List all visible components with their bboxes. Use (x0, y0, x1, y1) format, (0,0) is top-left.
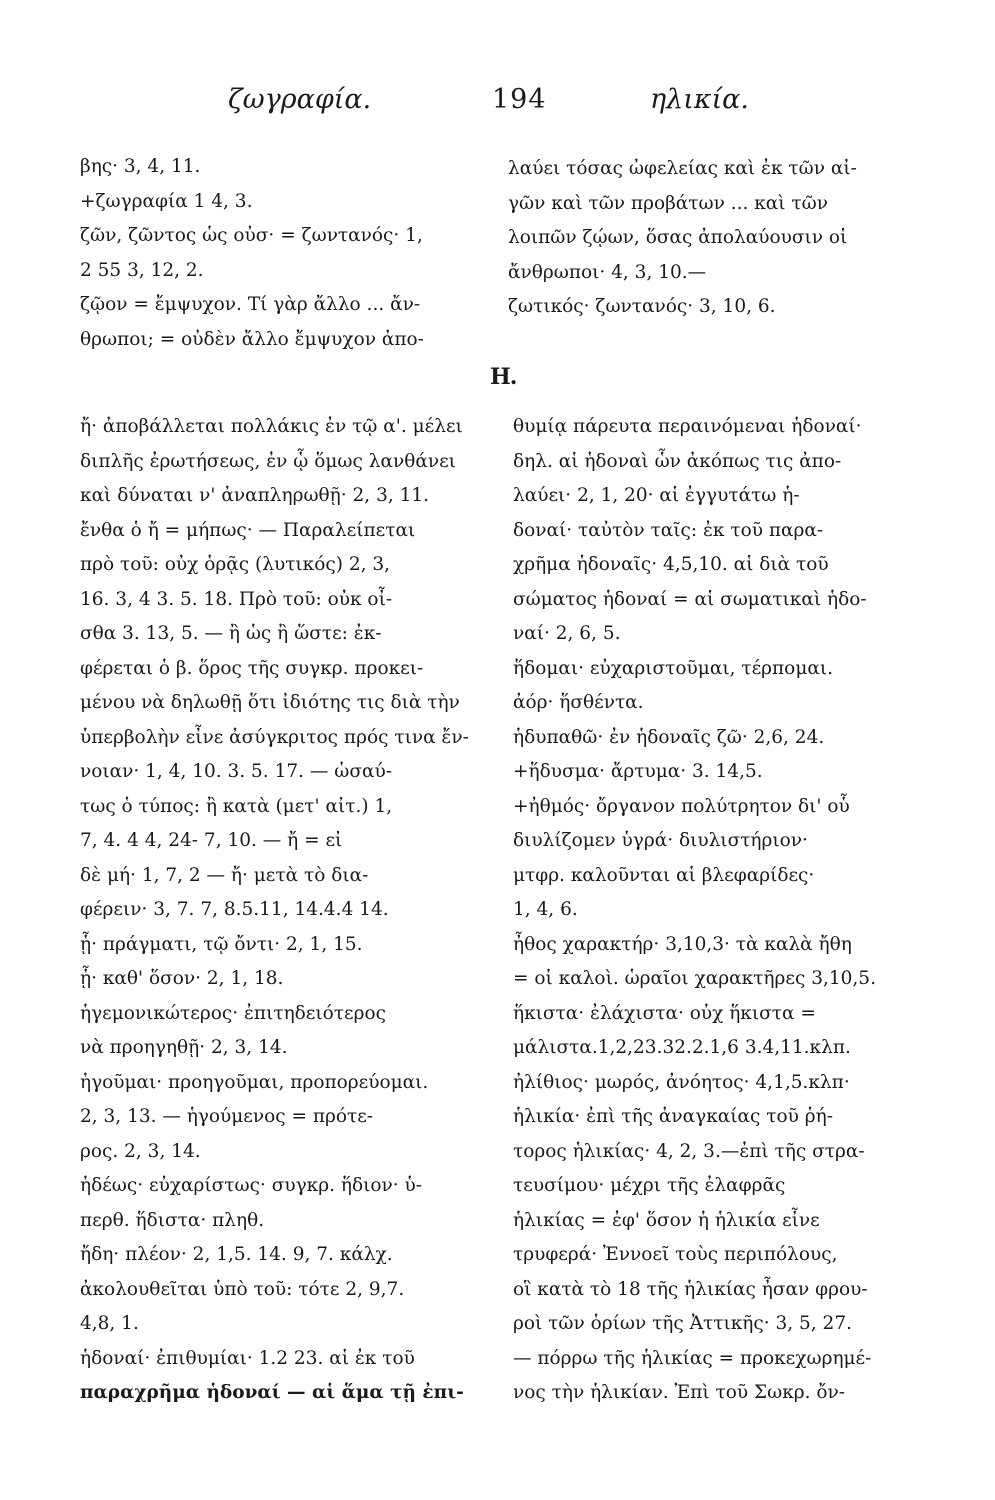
entry-line: πρὸ τοῦ: οὐχ ὁρᾷς (λυτικός) 2, 3, (80, 554, 391, 575)
entry-line: 4,8, 1. (80, 1313, 139, 1334)
entry-line: διπλῆς ἐρωτήσεως, ἐν ᾧ ὅμως λανθάνει (80, 450, 456, 472)
entry-line: βης· 3, 4, 11. (80, 156, 201, 177)
entry-line: νος τὴν ἡλικίαν. Ἐπὶ τοῦ Σωκρ. ὄν- (513, 1382, 846, 1403)
entry-line: τορος ἡλικίας· 4, 2, 3.—ἐπὶ τῆς στρα- (513, 1140, 865, 1162)
entry-line: 7, 4. 4 4, 24- 7, 10. — ἤ = εἰ (80, 830, 343, 851)
entry-line: ζῶν, ζῶντος ὡς οὐσ· = ζωντανός· 1, (80, 225, 423, 246)
entry-line: καὶ δύναται ν' ἀναπληρωθῇ· 2, 3, 11. (80, 485, 430, 506)
bottom-left-column (80, 410, 510, 1411)
entry-line: ἥδομαι· εὐχαριστοῦμαι, τέρπομαι. (513, 657, 833, 679)
entry-line: 1, 4, 6. (513, 899, 578, 920)
entry-line: παραχρῆμα ἡδοναί — αἱ ἅμα τῇ ἐπι- (80, 1382, 464, 1403)
entry-line: δοναί· ταὐτὸν ταῖς: ἐκ τοῦ παρα- (513, 519, 824, 541)
entry-line: νὰ προηγηθῇ· 2, 3, 14. (80, 1037, 288, 1058)
page-number: 194 (492, 84, 547, 115)
entry-line: γῶν καὶ τῶν προβάτων ... καὶ τῶν (508, 192, 828, 214)
entry-line: ζωτικός· ζωντανός· 3, 10, 6. (508, 296, 776, 317)
entry-line: ἡλικίας = ἐφ' ὅσον ἡ ἡλικία εἶνε (513, 1209, 820, 1231)
entry-line: φέρειν· 3, 7. 7, 8.5.11, 14.4.4 14. (80, 899, 389, 920)
entry-line: +ἠθμός· ὄργανον πολύτρητον δι' οὗ (513, 795, 850, 817)
entry-line: ᾗ· πράγματι, τῷ ὄντι· 2, 1, 15. (80, 933, 363, 955)
entry-line: δηλ. αἱ ἡδοναὶ ὧν ἀκόπως τις ἀπο- (513, 450, 842, 472)
section-marker: Η. (490, 364, 517, 390)
entry-line: ἠλίθιος· μωρός, ἀνόητος· 4,1,5.κλπ· (513, 1071, 850, 1093)
entry-line: φέρεται ὁ β. ὅρος τῆς συγκρ. προκει- (80, 657, 424, 679)
entry-line: ἡδυπαθῶ· ἐν ἡδοναῖς ζῶ· 2,6, 24. (513, 726, 825, 748)
entry-line: οἳ κατὰ τὸ 18 τῆς ἡλικίας ἦσαν φρου- (513, 1278, 868, 1300)
entry-line: ἥκιστα· ἐλάχιστα· οὐχ ἥκιστα = (513, 1002, 816, 1024)
entry-line: ἡγοῦμαι· προηγοῦμαι, προπορεύομαι. (80, 1071, 429, 1093)
entry-line: νοιαν· 1, 4, 10. 3. 5. 17. — ὡσαύ- (80, 761, 392, 782)
entry-line: ναί· 2, 6, 5. (513, 623, 621, 644)
entry-line: ρος. 2, 3, 14. (80, 1140, 201, 1162)
entry-line: ροὶ τῶν ὁρίων τῆς Ἀττικῆς· 3, 5, 27. (513, 1313, 852, 1334)
entry-line: ζῷον = ἔμψυχον. Τί γὰρ ἄλλο ... ἄν- (80, 294, 421, 315)
entry-line: 16. 3, 4 3. 5. 18. Πρὸ τοῦ: οὐκ οἶ- (80, 588, 393, 610)
entry-line: μάλιστα.1,2,23.32.2.1,6 3.4,11.κλπ. (513, 1037, 851, 1058)
entry-line: λαύει· 2, 1, 20· αἱ ἐγγυτάτω ἡ- (513, 485, 800, 506)
entry-line: τρυφερά· Ἐννοεῖ τοὺς περιπόλους, (513, 1244, 838, 1265)
entry-line: δὲ μή· 1, 7, 2 — ἤ· μετὰ τὸ δια- (80, 864, 369, 886)
top-left-column (80, 150, 510, 357)
entry-line: σώματος ἡδοναί = αἱ σωματικαὶ ἡδο- (513, 588, 867, 610)
entry-line: ὑπερβολὴν εἶνε ἀσύγκριτος πρός τινα ἔν- (80, 726, 469, 748)
entry-line: τευσίμου· μέχρι τῆς ἐλαφρᾶς (513, 1175, 786, 1196)
header-left-word: ζωγραφία. (228, 84, 372, 115)
entry-line: 2, 3, 13. — ἡγούμενος = πρότε- (80, 1106, 374, 1127)
entry-line: ἦθος χαρακτήρ· 3,10,3· τὰ καλὰ ἤθη (513, 933, 852, 955)
entry-line: ᾗ· καθ' ὅσον· 2, 1, 18. (80, 968, 284, 989)
entry-line: = οἱ καλοὶ. ὡραῖοι χαρακτῆρες 3,10,5. (513, 968, 876, 989)
entry-line: ἀκολουθεῖται ὑπὸ τοῦ: τότε 2, 9,7. (80, 1278, 405, 1300)
running-header (0, 84, 995, 124)
header-right-word: ηλικία. (650, 84, 749, 115)
entry-line: σθα 3. 13, 5. — ἢ ὡς ἢ ὥστε: ἐκ- (80, 623, 382, 644)
entry-line: περθ. ἥδιστα· πληθ. (80, 1209, 265, 1231)
entry-line: ἤδη· πλέον· 2, 1,5. 14. 9, 7. κάλχ. (80, 1244, 393, 1265)
entry-line: λοιπῶν ζῴων, ὅσας ἀπολαύουσιν οἱ (508, 227, 848, 248)
entry-line: ἤ· ἀποβάλλεται πολλάκις ἐν τῷ α'. μέλει (80, 416, 463, 437)
entry-line: ἡδέως· εὐχαρίστως· συγκρ. ἥδιον· ὑ- (80, 1175, 422, 1196)
entry-line: ἔνθα ὁ ἤ = μήπως· — Παραλείπεται (80, 519, 416, 541)
entry-line: ἡλικία· ἐπὶ τῆς ἀναγκαίας τοῦ ῥή- (513, 1106, 833, 1127)
entry-line: +ἥδυσμα· ἄρτυμα· 3. 14,5. (513, 761, 763, 782)
entry-line: θρωποι; = οὐδὲν ἄλλο ἔμψυχον ἀπο- (80, 328, 424, 350)
entry-line: ἀόρ· ἥσθέντα. (513, 692, 644, 713)
entry-line: ἡγεμονικώτερος· ἐπιτηδειότερος (80, 1002, 386, 1024)
entry-line: μτφρ. καλοῦνται αἱ βλεφαρίδες· (513, 864, 815, 886)
entry-line: τως ὁ τύπος: ἢ κατὰ (μετ' αἰτ.) 1, (80, 795, 393, 817)
bottom-right-column (513, 410, 958, 1411)
entry-line: ἡδοναί· ἐπιθυμίαι· 1.2 23. αἱ ἐκ τοῦ (80, 1347, 415, 1369)
entry-line: διυλίζομεν ὑγρά· διυλιστήριον· (513, 830, 808, 851)
entry-line: μένου νὰ δηλωθῇ ὅτι ἰδιότης τις διὰ τὴν (80, 692, 460, 713)
entry-line: λαύει τόσας ὠφελείας καὶ ἐκ τῶν αἰ- (508, 158, 857, 179)
top-right-column (508, 152, 953, 325)
entry-line: 2 55 3, 12, 2. (80, 259, 204, 281)
entry-line: ἄνθρωποι· 4, 3, 10.— (508, 261, 707, 283)
entry-line: — πόρρω τῆς ἡλικίας = προκεχωρημέ- (513, 1347, 872, 1369)
entry-line: +ζωγραφία 1 4, 3. (80, 190, 253, 212)
entry-line: θυμίᾳ πάρευτα περαινόμεναι ἡδοναί· (513, 416, 862, 437)
entry-line: χρῆμα ἡδοναῖς· 4,5,10. αἱ διὰ τοῦ (513, 554, 829, 575)
